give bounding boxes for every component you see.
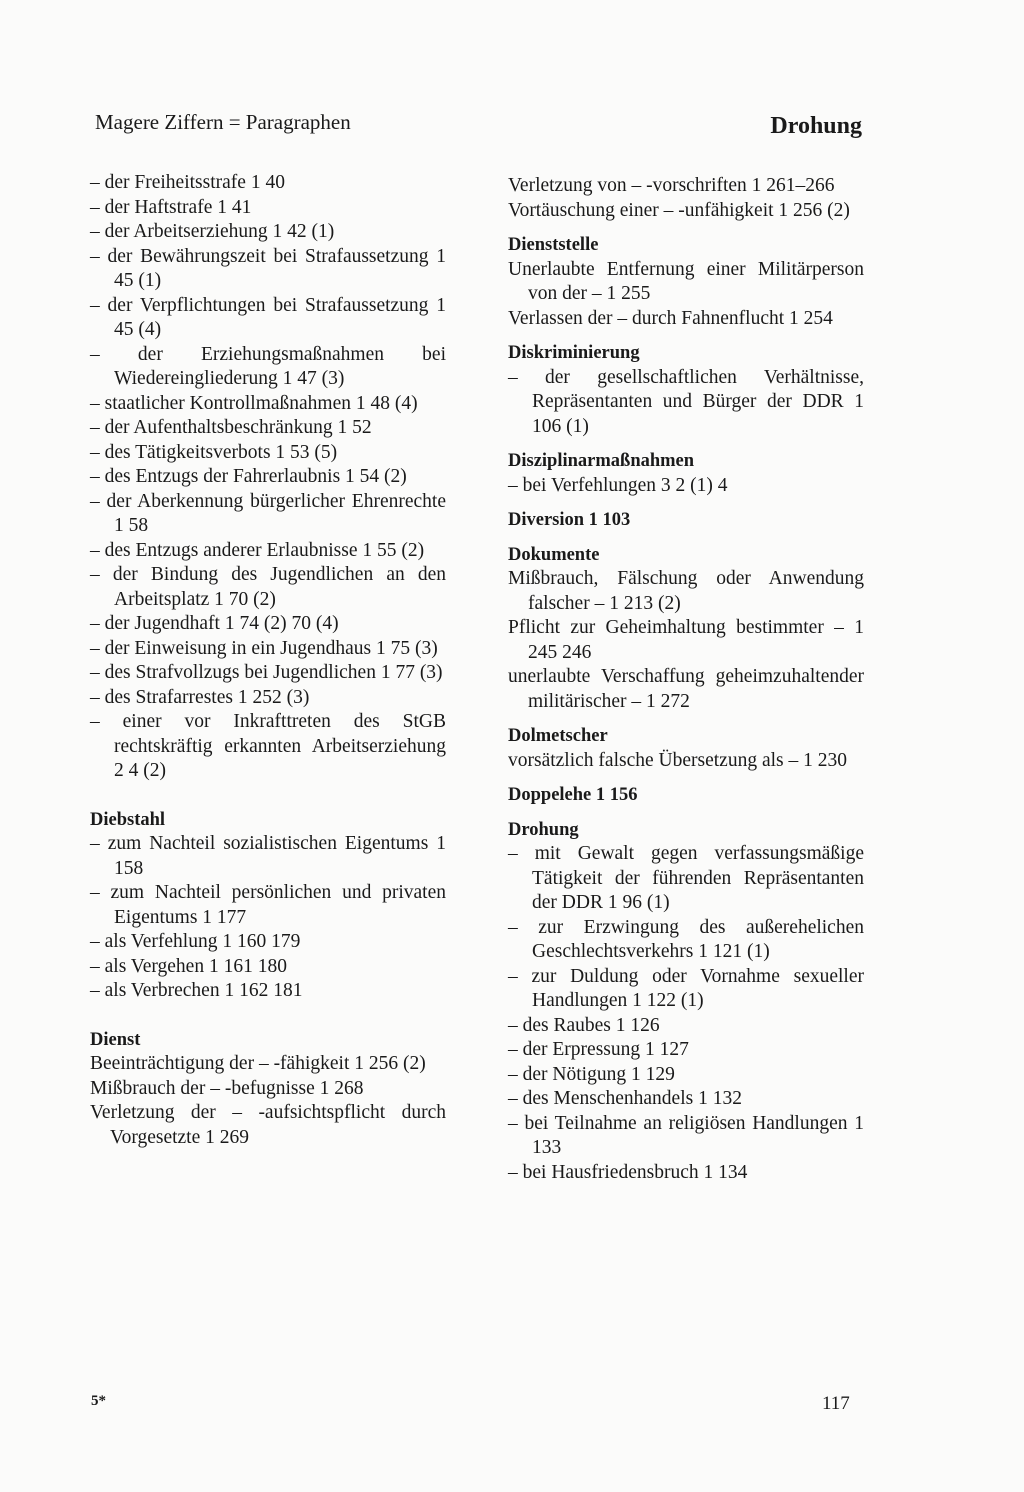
index-heading: Drohung [508, 819, 579, 840]
index-entry: Verletzung der – -aufsichtspflicht durch Vorgesetzte 1 269 [90, 1102, 446, 1148]
index-entry: unerlaubte Verschaffung geheimzuhaltender militärischer – 1 272 [508, 666, 864, 712]
index-entry: – zum Nachteil sozialistischen Eigentums 1 158 [90, 833, 446, 879]
index-entry: – der Freiheitsstrafe 1 40 [90, 172, 285, 193]
index-entry: Unerlaubte Entfernung einer Militärperson von der – 1 255 [508, 258, 864, 304]
index-heading: Disziplinarmaßnahmen [508, 451, 695, 471]
index-heading: Dokumente [508, 544, 600, 565]
index-entry: – der Nötigung 1 129 [508, 1063, 675, 1085]
index-entry: Beeinträchtigung der – -fähigkeit 1 256 (2) [90, 1053, 426, 1074]
index-entry: – der Einweisung in ein Jugendhaus 1 75 (3) [90, 637, 438, 659]
index-entry: – des Tätigkeitsverbots 1 53 (5) [90, 441, 338, 463]
index-entry: – des Raubes 1 126 [508, 1014, 660, 1036]
index-entry: – als Vergehen 1 161 180 [90, 955, 287, 977]
index-heading: Diebstahl [90, 809, 166, 830]
section-gap [90, 1004, 446, 1018]
index-entry: Pflicht zur Geheimhaltung bestimmter – 1 245 246 [508, 617, 864, 663]
index-entry: – des Strafarrestes 1 252 (3) [90, 686, 310, 708]
page-number: 117 [822, 1393, 850, 1414]
index-entry: – der Bindung des Jugendlichen an den Arbeitsplatz 1 70 (2) [90, 564, 446, 610]
index-entry: – des Strafvollzugs bei Jugendlichen 1 77 (3) [90, 662, 443, 683]
index-entry: – mit Gewalt gegen verfassungsmäßige Tätigkeit der führenden Repräsentanten der DDR 1 96 (1) [508, 843, 864, 913]
index-entry: Verlassen der – durch Fahnenflucht 1 254 [508, 307, 833, 329]
index-entry: – der Verpflichtungen bei Strafaussetzung 1 45 (4) [90, 294, 446, 340]
index-entry: Mißbrauch, Fälschung oder Anwendung falscher – 1 213 (2) [508, 568, 864, 614]
index-entry: – als Verfehlung 1 160 179 [90, 931, 301, 952]
index-entry: – der Erziehungsmaßnahmen bei Wiedereingliederung 1 47 (3) [90, 343, 446, 389]
index-entry: – des Entzugs anderer Erlaubnisse 1 55 (2) [90, 539, 425, 561]
index-entry: – einer vor Inkrafttreten des StGB rechtskräftig erkannten Arbeitserziehung 2 4 (2) [90, 711, 446, 781]
index-entry: – bei Hausfriedensbruch 1 134 [508, 1161, 748, 1183]
index-heading: Dienststelle [508, 235, 599, 255]
index-entry: – des Menschenhandels 1 132 [508, 1088, 742, 1109]
index-entry: Mißbrauch der – -befugnisse 1 268 [90, 1077, 364, 1099]
index-heading: Dienst [90, 1029, 141, 1050]
index-entry: – der gesellschaftlichen Verhältnisse, Repräsentanten und Bürger der DDR 1 106 (1) [508, 366, 864, 437]
index-entry: – zum Nachteil persönlichen und privaten Eigentums 1 177 [90, 882, 446, 928]
index-entry: Verletzung von – -vorschriften 1 261–266 [508, 175, 835, 196]
index-entry: – des Entzugs der Fahrerlaubnis 1 54 (2) [90, 466, 407, 487]
index-entry: – der Aufenthaltsbeschränkung 1 52 [90, 417, 372, 438]
index-column-right [508, 174, 864, 1185]
index-entry: – der Bewährungszeit bei Strafaussetzung 1 45 (1) [90, 245, 446, 291]
index-entry: – zur Duldung oder Vornahme sexueller Handlungen 1 122 (1) [508, 965, 864, 1011]
section-gap [90, 784, 446, 798]
index-entry: – der Haftstrafe 1 41 [90, 196, 252, 218]
index-entry: Vortäuschung einer – -unfähigkeit 1 256 (2) [508, 199, 850, 221]
index-heading: Doppelehe 1 156 [508, 785, 638, 805]
index-entry: – staatlicher Kontrollmaßnahmen 1 48 (4) [90, 392, 418, 414]
index-heading: Diversion 1 103 [508, 510, 631, 530]
index-entry: – zur Erzwingung des außerehelichen Geschlechtsverkehrs 1 121 (1) [508, 916, 864, 962]
header-keyword: Drohung [770, 113, 862, 139]
index-entry: – bei Verfehlungen 3 2 (1) 4 [508, 474, 728, 496]
index-entry: vorsätzlich falsche Übersetzung als – 1 230 [508, 749, 847, 771]
index-entry: – der Arbeitserziehung 1 42 (1) [90, 221, 335, 242]
header-legend: Magere Ziffern = Paragraphen [95, 110, 351, 134]
index-entry: – als Verbrechen 1 162 181 [90, 980, 303, 1001]
index-heading: Diskriminierung [508, 343, 640, 363]
index-heading: Dolmetscher [508, 726, 608, 746]
signature-mark: 5* [91, 1393, 106, 1409]
index-entry: – der Erpressung 1 127 [508, 1039, 689, 1060]
index-entry: – der Jugendhaft 1 74 (2) 70 (4) [90, 613, 339, 634]
index-entry: – der Aberkennung bürgerlicher Ehrenrechte 1 58 [90, 490, 446, 536]
index-entry: – bei Teilnahme an religiösen Handlungen 1 133 [508, 1112, 864, 1158]
index-column-left [90, 171, 446, 1150]
